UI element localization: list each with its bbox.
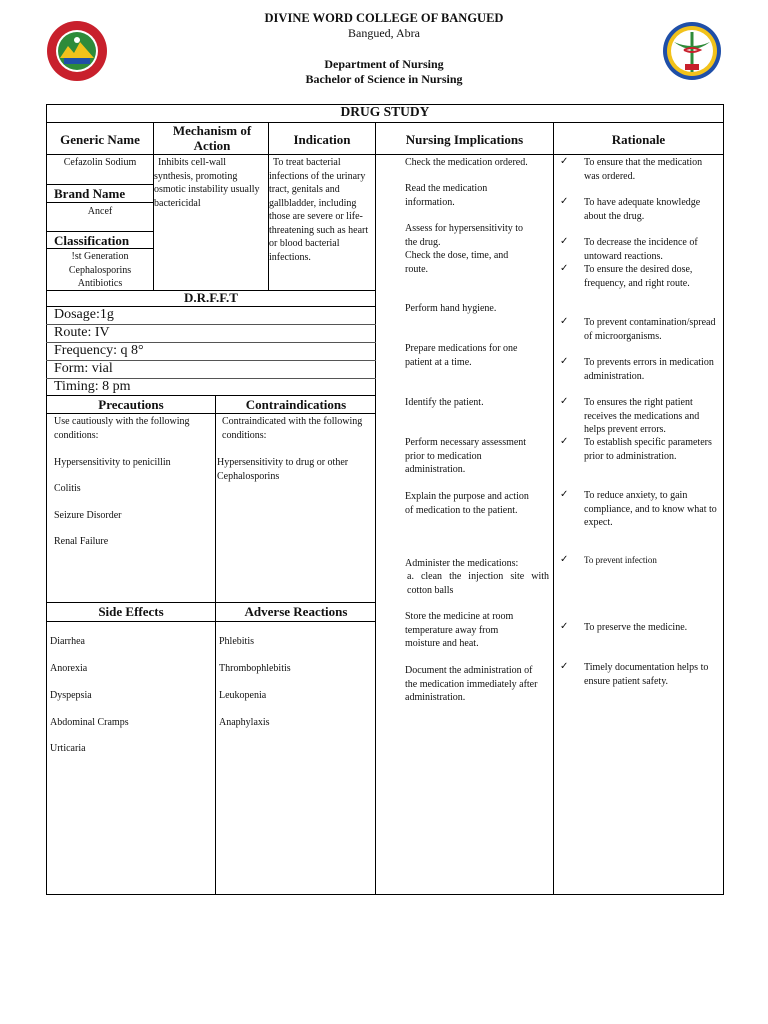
rationale-text: To prevents errors in medication administration. (584, 357, 714, 382)
contraindications-label: Contraindications (245, 397, 347, 412)
nursing-implication: Check the medication ordered. (405, 157, 528, 168)
check-icon: ✓ (560, 661, 569, 672)
header-indication: Indication (293, 132, 351, 147)
mechanism-value: Inhibits cell-wall synthesis, promoting osmotic instability usually bactericidal (154, 157, 260, 209)
check-icon: ✓ (560, 156, 569, 167)
check-icon: ✓ (560, 554, 569, 565)
check-icon: ✓ (560, 396, 569, 407)
adverse-reaction-item: Leukopenia (219, 690, 267, 701)
table-title: DRUG STUDY (340, 104, 430, 119)
nursing-implication: Check the dose, time, and route. (405, 250, 509, 275)
adverse-reaction-item: Phlebitis (219, 636, 255, 647)
contraindications-intro: Contraindicated with the following conditions: (222, 416, 363, 441)
check-icon: ✓ (560, 196, 569, 207)
rationale-text: To prevent infection (584, 555, 657, 565)
precaution-item: Colitis (54, 483, 81, 494)
side-effect-item: Dyspepsia (50, 690, 92, 701)
nursing-implication: Read the medication information. (405, 183, 488, 208)
precaution-item: Seizure Disorder (54, 510, 122, 521)
contraindication-item: Hypersensitivity to drug or other Cephalosporins (217, 457, 349, 482)
nursing-implication: Perform necessary assessment prior to medication administration. (405, 437, 527, 475)
nursing-implication: Store the medicine at room temperature away from moisture and heat. (405, 611, 514, 649)
rationale-text: To reduce anxiety, to gain compliance, and to know what to expect. (584, 490, 717, 528)
brand-name-value: Ancef (87, 206, 113, 217)
header-rationale: Rationale (611, 132, 666, 147)
header-generic-name: Generic Name (60, 132, 140, 147)
college-location: Bangued, Abra (348, 26, 420, 40)
precaution-item: Renal Failure (54, 536, 109, 547)
college-name: DIVINE WORD COLLEGE OF BANGUED (264, 11, 504, 25)
rationale-text: To preserve the medicine. (584, 622, 688, 633)
nursing-implication: Assess for hypersensitivity to the drug. (405, 223, 524, 248)
drfft-frequency: Frequency: q 8° (54, 343, 144, 358)
drfft-timing: Timing: 8 pm (54, 379, 131, 394)
adverse-reaction-item: Thrombophlebitis (219, 663, 291, 674)
rationale-text: To ensure the desired dose, frequency, and right route. (584, 264, 693, 289)
drfft-route: Route: IV (54, 325, 110, 340)
rationale-text: To ensures the right patient receives the medications and helps prevent errors. (584, 397, 700, 435)
rationale-text: To establish specific parameters prior to administration. (584, 437, 712, 462)
check-icon: ✓ (560, 263, 569, 274)
drfft-label: D.R.F.F.T (184, 290, 238, 305)
nursing-implication-subitem: a. clean the injection site with cotton balls (407, 571, 549, 596)
classification-label: Classification (54, 233, 130, 248)
nursing-implication: Administer the medications: (405, 558, 519, 569)
side-effect-item: Urticaria (50, 743, 86, 754)
check-icon: ✓ (560, 621, 569, 632)
nursing-implication: Perform hand hygiene. (405, 303, 497, 314)
precaution-item: Hypersensitivity to penicillin (54, 457, 171, 468)
nursing-implication: Document the administration of the medication immediately after administration. (405, 665, 538, 703)
rationale-text: To ensure that the medication was ordered. (584, 157, 703, 182)
adverse-reactions-label: Adverse Reactions (244, 604, 348, 619)
check-icon: ✓ (560, 489, 569, 500)
header-mechanism: Mechanism of Action (172, 123, 252, 153)
nursing-implication: Prepare medications for one patient at a time. (405, 343, 518, 368)
drfft-dosage: Dosage:1g (54, 307, 114, 322)
header-nursing-implications: Nursing Implications (405, 132, 524, 147)
side-effect-item: Diarrhea (50, 636, 85, 647)
rationale-text: To have adequate knowledge about the drug. (584, 197, 701, 222)
indication-value: To treat bacterial infections of the urinary tract, genitals and gallbladder, including those are severe or life-threatening such as heart or blood bacterial infections. (269, 157, 369, 263)
check-icon: ✓ (560, 236, 569, 247)
side-effect-item: Anorexia (50, 663, 88, 674)
brand-name-label: Brand Name (54, 186, 126, 201)
rationale-text: Timely documentation helps to ensure patient safety. (584, 662, 709, 687)
rationale-text: To decrease the incidence of untoward reactions. (584, 237, 698, 262)
adverse-reaction-item: Anaphylaxis (219, 717, 270, 728)
check-icon: ✓ (560, 316, 569, 327)
program-name: Bachelor of Science in Nursing (305, 72, 463, 86)
side-effects-label: Side Effects (98, 604, 164, 619)
department-name: Department of Nursing (324, 57, 444, 71)
precautions-intro: Use cautiously with the following conditions: (54, 416, 190, 441)
precautions-label: Precautions (98, 397, 164, 412)
check-icon: ✓ (560, 356, 569, 367)
nursing-implication: Explain the purpose and action of medication to the patient. (405, 491, 529, 516)
generic-name-value: Cefazolin Sodium (63, 157, 137, 168)
check-icon: ✓ (560, 436, 569, 447)
rationale-text: To prevent contamination/spread of microorganisms. (584, 317, 716, 342)
side-effect-item: Abdominal Cramps (50, 717, 129, 728)
drfft-form: Form: vial (54, 361, 113, 376)
nursing-implication: Identify the patient. (405, 397, 484, 408)
classification-value: !st Generation Cephalosporins Antibiotics (68, 251, 132, 289)
